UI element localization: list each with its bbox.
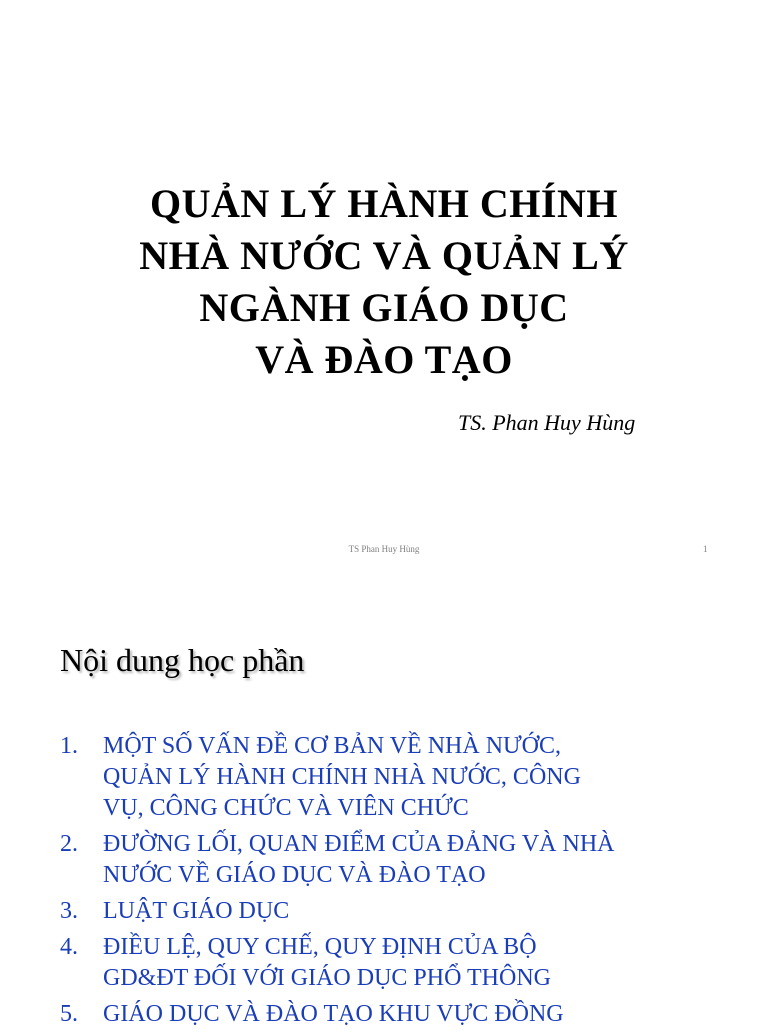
item-number: 5. xyxy=(60,1001,78,1027)
author-name: TS. Phan Huy Hùng xyxy=(458,410,636,435)
list-item xyxy=(60,829,740,891)
slide-footer: TS Phan Huy Hùng xyxy=(348,544,420,554)
page-number: 1 xyxy=(703,544,708,554)
item-text-line: QUẢN LÝ HÀNH CHÍNH NHÀ NƯỚC, CÔNG xyxy=(103,764,581,790)
slide-title xyxy=(0,178,768,386)
list-item xyxy=(60,999,740,1030)
list-item xyxy=(60,731,740,824)
item-text-line: ĐIỀU LỆ, QUY CHẾ, QUY ĐỊNH CỦA BỘ xyxy=(103,934,537,960)
item-text-line: VỤ, CÔNG CHỨC VÀ VIÊN CHỨC xyxy=(103,795,469,821)
item-text-line: LUẬT GIÁO DỤC xyxy=(103,898,290,924)
item-text-line: MỘT SỐ VẤN ĐỀ CƠ BẢN VỀ NHÀ NƯỚC, xyxy=(103,733,561,759)
item-number: 1. xyxy=(60,733,78,759)
title-line: QUẢN LÝ HÀNH CHÍNH xyxy=(150,181,618,226)
item-text-line: ĐƯỜNG LỐI, QUAN ĐIỂM CỦA ĐẢNG VÀ NHÀ xyxy=(103,831,615,857)
item-number: 4. xyxy=(60,934,78,960)
contents-list xyxy=(60,731,740,1035)
item-text-line: NƯỚC VỀ GIÁO DỤC VÀ ĐÀO TẠO xyxy=(103,862,486,888)
title-line: NGÀNH GIÁO DỤC xyxy=(199,285,569,330)
title-line: NHÀ NƯỚC VÀ QUẢN LÝ xyxy=(139,233,629,278)
list-item xyxy=(60,896,740,927)
item-number: 3. xyxy=(60,898,78,924)
title-line: VÀ ĐÀO TẠO xyxy=(255,337,513,382)
contents-heading: Nội dung học phần xyxy=(60,642,305,678)
list-item xyxy=(60,932,740,994)
item-text-line: GD&ĐT ĐỐI VỚI GIÁO DỤC PHỔ THÔNG xyxy=(103,965,551,991)
item-text-line: GIÁO DỤC VÀ ĐÀO TẠO KHU VỰC ĐỒNG xyxy=(103,1001,564,1027)
item-number: 2. xyxy=(60,831,78,857)
contents-slide xyxy=(0,575,768,1027)
